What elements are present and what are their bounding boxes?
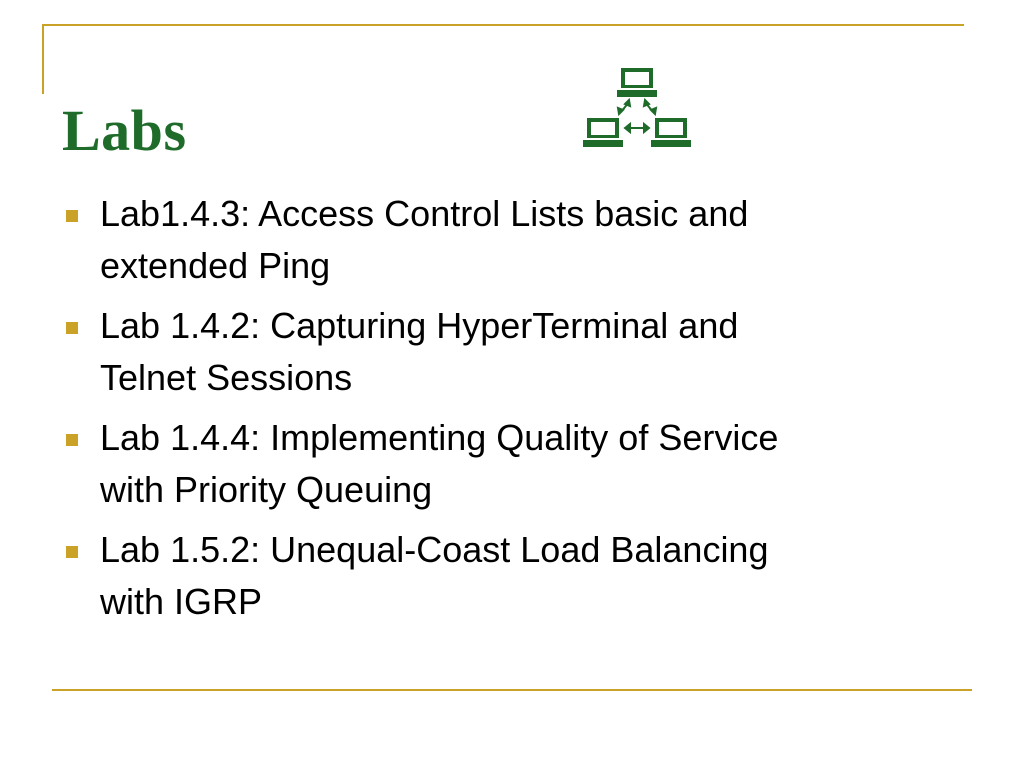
list-item [62,412,962,516]
bullet-text-line2: Telnet Sessions [100,357,353,398]
bullet-text-line1: Lab 1.5.2: Unequal-Coast Load Balancing [100,529,769,570]
list-item [62,300,962,404]
bullet-text-line2: extended Ping [100,245,331,286]
bullet-text-line1: Lab1.4.3: Access Control Lists basic and [100,193,749,234]
network-computers-icon [583,66,693,156]
bullet-text-line1: Lab 1.4.4: Implementing Quality of Service [100,417,779,458]
list-item [62,188,962,292]
bullet-text-line2: with Priority Queuing [100,469,433,510]
list-item [62,524,962,628]
left-border-line [42,24,44,94]
square-bullet-icon [66,434,78,446]
top-border-line [42,24,964,26]
slide-title: Labs [62,98,187,163]
square-bullet-icon [66,546,78,558]
bullet-text-line1: Lab 1.4.2: Capturing HyperTerminal and [100,305,739,346]
bullet-text-line2: with IGRP [100,581,263,622]
square-bullet-icon [66,210,78,222]
square-bullet-icon [66,322,78,334]
bottom-border-line [52,689,972,691]
bullet-list [62,188,962,636]
